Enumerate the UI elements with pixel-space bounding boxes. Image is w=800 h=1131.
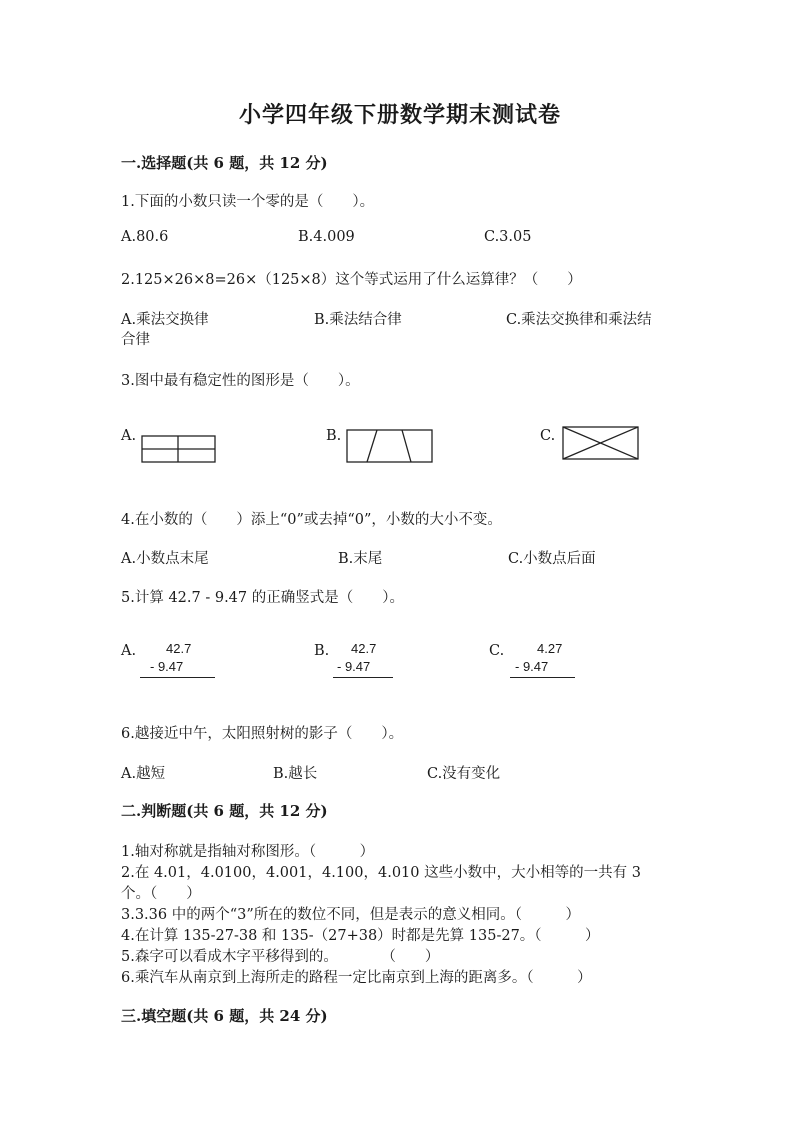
judgement-item: 3.3.36 中的两个“3”所在的数位不同，但是表示的意义相同。（ ） (121, 907, 581, 923)
q5-c-top-number: 4.27 (537, 641, 563, 656)
q4-option-c: C.小数点后面 (508, 551, 596, 567)
q3-figure-c-rectangle-with-diagonals (561, 425, 641, 461)
q2-option-b: B.乘法结合律 (314, 312, 402, 328)
q1-option-c: C.3.05 (484, 229, 532, 245)
q5-option-c: C. (489, 643, 505, 659)
judgement-item: 1.轴对称就是指轴对称图形。（ ） (121, 844, 375, 860)
q6-option-c: C.没有变化 (427, 766, 501, 782)
q5-option-a: A. (121, 643, 137, 659)
section-heading-choice: 一.选择题(共 6 题，共 12 分) (121, 154, 328, 172)
q5-c-bottom-number: - 9.47 (515, 659, 549, 674)
q3-figure-a-divided-rectangle (140, 434, 218, 464)
q5-b-bottom-number: - 9.47 (337, 659, 371, 674)
question-1: 1.下面的小数只读一个零的是（ ）。 (121, 194, 375, 210)
question-2: 2.125×26×8=26×（125×8）这个等式运用了什么运算律？（ ） (121, 272, 582, 288)
question-3: 3.图中最有稳定性的图形是（ ）。 (121, 373, 360, 389)
judgement-item-continued: 个。（ ） (121, 886, 201, 902)
q4-option-a: A.小数点末尾 (121, 551, 209, 567)
section-heading-judgement: 二.判断题(共 6 题，共 12 分) (121, 802, 328, 820)
q5-option-b: B. (314, 643, 330, 659)
q3-option-b: B. (326, 428, 342, 444)
q5-a-top-number: 42.7 (166, 641, 192, 656)
q5-c-result-line (510, 677, 575, 678)
q3-option-c: C. (540, 428, 556, 444)
question-4: 4.在小数的（ ）添上“0”或去掉“0”，小数的大小不变。 (121, 512, 502, 528)
judgement-item: 4.在计算 135-27-38 和 135-（27+38）时都是先算 135-27。（ ） (121, 928, 600, 944)
q2-option-c: C.乘法交换律和乘法结 (506, 312, 652, 328)
question-5: 5.计算 42.7 - 9.47 的正确竖式是（ ）。 (121, 590, 404, 606)
page-title: 小学四年级下册数学期末测试卷 (238, 102, 561, 128)
judgement-item: 5.森字可以看成木字平移得到的。 （ ） (121, 949, 440, 965)
judgement-item: 6.乘汽车从南京到上海所走的路程一定比南京到上海的距离多。（ ） (121, 970, 592, 986)
section-heading-fill-in: 三.填空题(共 6 题，共 24 分) (121, 1007, 328, 1025)
q1-option-a: A.80.6 (121, 229, 169, 245)
q5-a-bottom-number: - 9.47 (150, 659, 184, 674)
q5-b-result-line (333, 677, 393, 678)
question-6: 6.越接近中午，太阳照射树的影子（ ）。 (121, 726, 404, 742)
q6-option-a: A.越短 (121, 766, 166, 782)
q5-a-result-line (140, 677, 215, 678)
q4-option-b: B.末尾 (338, 551, 383, 567)
q5-b-top-number: 42.7 (351, 641, 377, 656)
judgement-item: 2.在 4.01，4.0100，4.001，4.100，4.010 这些小数中，大小相等的一共有 3 (121, 865, 641, 881)
q3-option-a: A. (121, 428, 137, 444)
q2-option-a: A.乘法交换律 (121, 312, 209, 328)
q3-figure-b-rectangle-with-slants (345, 428, 435, 464)
q1-option-b: B.4.009 (298, 229, 355, 245)
q2-option-c-continued: 合律 (121, 332, 150, 348)
q6-option-b: B.越长 (273, 766, 318, 782)
